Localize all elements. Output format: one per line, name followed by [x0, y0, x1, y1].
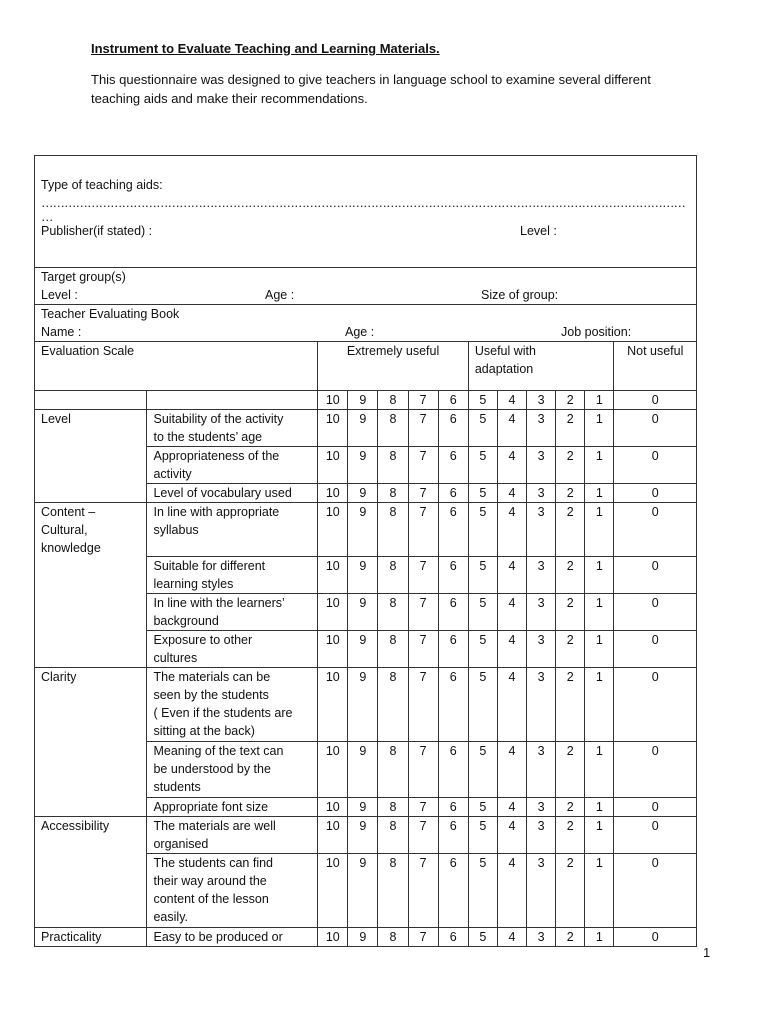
criterion-category	[35, 817, 147, 928]
rating-option-8[interactable]: 8	[378, 447, 408, 484]
rating-option-3[interactable]: 3	[527, 742, 556, 798]
aid-info-row	[35, 156, 697, 268]
criterion-text-line: The students can find	[153, 856, 274, 870]
blank-cell	[147, 391, 318, 410]
criterion-row	[35, 668, 697, 742]
rating-option-2[interactable]: 2	[556, 668, 585, 742]
scale-number-header: 3	[527, 391, 556, 410]
blank-cell	[35, 391, 147, 410]
criterion-text-line: Suitability of the activity	[153, 412, 284, 426]
criterion-text-line: syllabus	[153, 523, 199, 537]
rating-option-0[interactable]: 0	[614, 447, 697, 484]
criterion-text-line: Exposure to other	[153, 633, 253, 647]
rating-option-5[interactable]: 5	[468, 557, 497, 594]
evaluation-scale-label: Evaluation Scale	[35, 342, 318, 391]
scale-numbers-row	[35, 391, 697, 410]
rating-option-7[interactable]: 7	[408, 410, 438, 447]
target-group-row	[35, 268, 697, 305]
rating-option-4[interactable]: 4	[497, 594, 526, 631]
rating-option-1[interactable]: 1	[585, 557, 614, 594]
rating-option-3[interactable]: 3	[527, 817, 556, 854]
criterion-text-line: organised	[153, 837, 209, 851]
category-label-line: Accessibility	[41, 819, 110, 833]
criterion-description	[147, 594, 318, 631]
rating-option-8[interactable]: 8	[378, 557, 408, 594]
rating-option-3[interactable]: 3	[527, 557, 556, 594]
target-age-label: Age :	[265, 288, 295, 302]
rating-option-3[interactable]: 3	[527, 668, 556, 742]
rating-option-5[interactable]: 5	[468, 594, 497, 631]
rating-option-6[interactable]: 6	[438, 668, 468, 742]
job-position-label: Job position:	[561, 325, 632, 339]
rating-option-2[interactable]: 2	[556, 410, 585, 447]
rating-option-0[interactable]: 0	[614, 557, 697, 594]
criterion-text-line: activity	[153, 467, 192, 481]
rating-option-5[interactable]: 5	[468, 631, 497, 668]
rating-option-2[interactable]: 2	[556, 631, 585, 668]
publisher-label: Publisher(if stated) :	[41, 224, 153, 238]
criterion-text-line: cultures	[153, 651, 198, 665]
rating-option-6[interactable]: 6	[438, 503, 468, 557]
rating-option-9[interactable]: 9	[348, 631, 378, 668]
rating-option-9[interactable]: 9	[348, 742, 378, 798]
rating-option-0[interactable]: 0	[614, 928, 697, 947]
rating-option-1[interactable]: 1	[585, 742, 614, 798]
criterion-text-line: Easy to be produced or	[153, 930, 283, 944]
target-group-label: Target group(s)	[41, 270, 126, 284]
rating-option-4[interactable]: 4	[497, 557, 526, 594]
rating-option-10[interactable]: 10	[318, 928, 348, 947]
rating-option-1[interactable]: 1	[585, 817, 614, 854]
rating-option-5[interactable]: 5	[468, 928, 497, 947]
criterion-text-line: In line with appropriate	[153, 505, 280, 519]
rating-option-3[interactable]: 3	[527, 410, 556, 447]
rating-option-3[interactable]: 3	[527, 447, 556, 484]
rating-option-1[interactable]: 1	[585, 631, 614, 668]
criterion-text-line: sitting at the back)	[153, 724, 255, 738]
not-useful-header: Not useful	[614, 342, 697, 391]
rating-option-4[interactable]: 4	[497, 484, 526, 503]
rating-option-1[interactable]: 1	[585, 854, 614, 928]
rating-option-10[interactable]: 10	[318, 798, 348, 817]
criterion-category	[35, 928, 147, 947]
rating-option-3[interactable]: 3	[527, 798, 556, 817]
scale-number-header: 6	[438, 391, 468, 410]
scale-number-header: 10	[318, 391, 348, 410]
rating-option-8[interactable]: 8	[378, 410, 408, 447]
criterion-description	[147, 557, 318, 594]
rating-option-10[interactable]: 10	[318, 557, 348, 594]
rating-option-9[interactable]: 9	[348, 594, 378, 631]
rating-option-1[interactable]: 1	[585, 798, 614, 817]
rating-option-3[interactable]: 3	[527, 503, 556, 557]
rating-option-6[interactable]: 6	[438, 742, 468, 798]
rating-option-7[interactable]: 7	[408, 742, 438, 798]
scale-number-header: 8	[378, 391, 408, 410]
rating-option-7[interactable]: 7	[408, 928, 438, 947]
criterion-text-line: their way around the	[153, 874, 267, 888]
rating-option-7[interactable]: 7	[408, 447, 438, 484]
rating-option-5[interactable]: 5	[468, 484, 497, 503]
rating-option-5[interactable]: 5	[468, 503, 497, 557]
rating-option-10[interactable]: 10	[318, 668, 348, 742]
criterion-text-line: be understood by the	[153, 762, 271, 776]
criterion-description	[147, 798, 318, 817]
rating-option-6[interactable]: 6	[438, 557, 468, 594]
rating-option-4[interactable]: 4	[497, 928, 526, 947]
rating-option-5[interactable]: 5	[468, 668, 497, 742]
rating-option-6[interactable]: 6	[438, 484, 468, 503]
rating-option-5[interactable]: 5	[468, 410, 497, 447]
rating-option-4[interactable]: 4	[497, 447, 526, 484]
rating-option-0[interactable]: 0	[614, 668, 697, 742]
rating-option-8[interactable]: 8	[378, 594, 408, 631]
criterion-description	[147, 631, 318, 668]
rating-option-0[interactable]: 0	[614, 503, 697, 557]
teacher-name-label: Name :	[41, 325, 82, 339]
useful-adaptation-header-line2: adaptation	[474, 362, 534, 376]
rating-option-10[interactable]: 10	[318, 503, 348, 557]
rating-option-0[interactable]: 0	[614, 484, 697, 503]
rating-option-8[interactable]: 8	[378, 484, 408, 503]
type-of-aids-label: Type of teaching aids:	[41, 178, 163, 192]
teacher-age-label: Age :	[345, 325, 375, 339]
scale-header-row	[35, 342, 697, 391]
rating-option-4[interactable]: 4	[497, 742, 526, 798]
rating-option-9[interactable]: 9	[348, 668, 378, 742]
rating-option-6[interactable]: 6	[438, 817, 468, 854]
category-label-line: Level	[41, 412, 71, 426]
rating-option-9[interactable]: 9	[348, 928, 378, 947]
rating-option-0[interactable]: 0	[614, 817, 697, 854]
criterion-category	[35, 410, 147, 503]
criterion-category	[35, 668, 147, 817]
criterion-text-line: background	[153, 614, 219, 628]
rating-option-10[interactable]: 10	[318, 447, 348, 484]
criterion-text-line: The materials are well	[153, 819, 276, 833]
extremely-useful-header: Extremely useful	[318, 342, 469, 391]
criterion-row	[35, 503, 697, 557]
rating-option-2[interactable]: 2	[556, 557, 585, 594]
criterion-description	[147, 668, 318, 742]
rating-option-7[interactable]: 7	[408, 817, 438, 854]
dotted-fill-tail: …	[41, 210, 54, 224]
criterion-text-line: Meaning of the text can	[153, 744, 284, 758]
rating-option-4[interactable]: 4	[497, 503, 526, 557]
rating-option-10[interactable]: 10	[318, 410, 348, 447]
rating-option-8[interactable]: 8	[378, 742, 408, 798]
rating-option-5[interactable]: 5	[468, 447, 497, 484]
dotted-fill-line: ……………………………………………………………………………………………………………………………………………………	[41, 196, 685, 210]
rating-option-1[interactable]: 1	[585, 668, 614, 742]
rating-option-0[interactable]: 0	[614, 742, 697, 798]
rating-option-1[interactable]: 1	[585, 447, 614, 484]
rating-option-9[interactable]: 9	[348, 447, 378, 484]
rating-option-4[interactable]: 4	[497, 798, 526, 817]
rating-option-1[interactable]: 1	[585, 410, 614, 447]
group-size-label: Size of group:	[481, 288, 559, 302]
level-label: Level :	[520, 224, 557, 238]
rating-option-5[interactable]: 5	[468, 817, 497, 854]
rating-option-7[interactable]: 7	[408, 668, 438, 742]
criterion-description	[147, 854, 318, 928]
criterion-text-line: The materials can be	[153, 670, 271, 684]
rating-option-0[interactable]: 0	[614, 798, 697, 817]
rating-option-1[interactable]: 1	[585, 594, 614, 631]
useful-adaptation-header-line1: Useful with	[474, 344, 536, 358]
category-label-line: Practicality	[41, 930, 102, 944]
rating-option-7[interactable]: 7	[408, 594, 438, 631]
rating-option-1[interactable]: 1	[585, 928, 614, 947]
rating-option-10[interactable]: 10	[318, 817, 348, 854]
rating-option-8[interactable]: 8	[378, 854, 408, 928]
rating-option-2[interactable]: 2	[556, 798, 585, 817]
criterion-description	[147, 447, 318, 484]
rating-option-2[interactable]: 2	[556, 854, 585, 928]
criterion-text-line: ( Even if the students are	[153, 706, 293, 720]
rating-option-8[interactable]: 8	[378, 817, 408, 854]
rating-option-2[interactable]: 2	[556, 447, 585, 484]
criterion-description	[147, 742, 318, 798]
rating-option-9[interactable]: 9	[348, 410, 378, 447]
criterion-text-line: to the students’ age	[153, 430, 263, 444]
criterion-text-line: seen by the students	[153, 688, 269, 702]
rating-option-6[interactable]: 6	[438, 854, 468, 928]
criterion-description	[147, 410, 318, 447]
rating-option-2[interactable]: 2	[556, 594, 585, 631]
target-level-label: Level :	[41, 288, 78, 302]
rating-option-9[interactable]: 9	[348, 484, 378, 503]
rating-option-2[interactable]: 2	[556, 817, 585, 854]
rating-option-7[interactable]: 7	[408, 854, 438, 928]
rating-option-6[interactable]: 6	[438, 928, 468, 947]
criterion-text-line: Appropriate font size	[153, 800, 269, 814]
rating-option-4[interactable]: 4	[497, 631, 526, 668]
rating-option-10[interactable]: 10	[318, 484, 348, 503]
rating-option-6[interactable]: 6	[438, 631, 468, 668]
rating-option-2[interactable]: 2	[556, 484, 585, 503]
rating-option-3[interactable]: 3	[527, 928, 556, 947]
rating-option-7[interactable]: 7	[408, 557, 438, 594]
rating-option-5[interactable]: 5	[468, 798, 497, 817]
rating-option-4[interactable]: 4	[497, 668, 526, 742]
rating-option-3[interactable]: 3	[527, 631, 556, 668]
criterion-description	[147, 484, 318, 503]
teacher-row	[35, 305, 697, 342]
criterion-text-line: content of the lesson	[153, 892, 269, 906]
rating-option-8[interactable]: 8	[378, 668, 408, 742]
rating-option-10[interactable]: 10	[318, 854, 348, 928]
rating-option-1[interactable]: 1	[585, 484, 614, 503]
rating-option-9[interactable]: 9	[348, 557, 378, 594]
criterion-description	[147, 817, 318, 854]
rating-option-0[interactable]: 0	[614, 410, 697, 447]
criterion-description	[147, 503, 318, 557]
rating-option-8[interactable]: 8	[378, 798, 408, 817]
rating-option-2[interactable]: 2	[556, 503, 585, 557]
rating-option-6[interactable]: 6	[438, 594, 468, 631]
criterion-text-line: learning styles	[153, 577, 234, 591]
rating-option-8[interactable]: 8	[378, 503, 408, 557]
category-label-line: knowledge	[41, 541, 101, 555]
scale-number-header: 9	[348, 391, 378, 410]
criterion-text-line: Level of vocabulary used	[153, 486, 292, 500]
rating-option-7[interactable]: 7	[408, 631, 438, 668]
page-number: 1	[703, 945, 711, 960]
scale-number-header: 4	[497, 391, 526, 410]
rating-option-10[interactable]: 10	[318, 594, 348, 631]
criterion-row	[35, 817, 697, 854]
rating-option-3[interactable]: 3	[527, 594, 556, 631]
rating-option-7[interactable]: 7	[408, 503, 438, 557]
document-title: Instrument to Evaluate Teaching and Learning Materials.	[91, 41, 440, 56]
criterion-description	[147, 928, 318, 947]
rating-option-6[interactable]: 6	[438, 447, 468, 484]
rating-option-0[interactable]: 0	[614, 631, 697, 668]
rating-option-2[interactable]: 2	[556, 928, 585, 947]
rating-option-9[interactable]: 9	[348, 817, 378, 854]
rating-option-5[interactable]: 5	[468, 742, 497, 798]
category-label-line: Cultural,	[41, 523, 88, 537]
criterion-row	[35, 928, 697, 947]
rating-option-10[interactable]: 10	[318, 742, 348, 798]
scale-number-header: 2	[556, 391, 585, 410]
criterion-text-line: students	[153, 780, 201, 794]
scale-number-header: 7	[408, 391, 438, 410]
criterion-text-line: Appropriateness of the	[153, 449, 280, 463]
criterion-row	[35, 410, 697, 447]
rating-option-5[interactable]: 5	[468, 854, 497, 928]
rating-option-3[interactable]: 3	[527, 484, 556, 503]
rating-option-4[interactable]: 4	[497, 854, 526, 928]
rating-option-8[interactable]: 8	[378, 928, 408, 947]
criterion-text-line: easily.	[153, 910, 188, 924]
teacher-evaluating-label: Teacher Evaluating Book	[41, 307, 180, 321]
criterion-category	[35, 503, 147, 668]
rating-option-3[interactable]: 3	[527, 854, 556, 928]
rating-option-0[interactable]: 0	[614, 594, 697, 631]
rating-option-8[interactable]: 8	[378, 631, 408, 668]
rating-option-6[interactable]: 6	[438, 410, 468, 447]
scale-number-header: 5	[468, 391, 497, 410]
intro-paragraph: This questionnaire was designed to give teachers in language school to examine several different teaching aids and make their recommendations.	[91, 72, 651, 106]
criterion-text-line: In line with the learners’	[153, 596, 285, 610]
rating-option-4[interactable]: 4	[497, 410, 526, 447]
rating-option-6[interactable]: 6	[438, 798, 468, 817]
rating-option-0[interactable]: 0	[614, 854, 697, 928]
scale-number-header: 0	[614, 391, 697, 410]
category-label-line: Content –	[41, 505, 96, 519]
rating-option-9[interactable]: 9	[348, 854, 378, 928]
rating-option-7[interactable]: 7	[408, 484, 438, 503]
rating-option-2[interactable]: 2	[556, 742, 585, 798]
rating-option-10[interactable]: 10	[318, 631, 348, 668]
rating-option-4[interactable]: 4	[497, 817, 526, 854]
scale-number-header: 1	[585, 391, 614, 410]
rating-option-7[interactable]: 7	[408, 798, 438, 817]
rating-option-9[interactable]: 9	[348, 798, 378, 817]
rating-option-9[interactable]: 9	[348, 503, 378, 557]
category-label-line: Clarity	[41, 670, 77, 684]
evaluation-form-table	[34, 155, 697, 947]
rating-option-1[interactable]: 1	[585, 503, 614, 557]
criterion-text-line: Suitable for different	[153, 559, 266, 573]
